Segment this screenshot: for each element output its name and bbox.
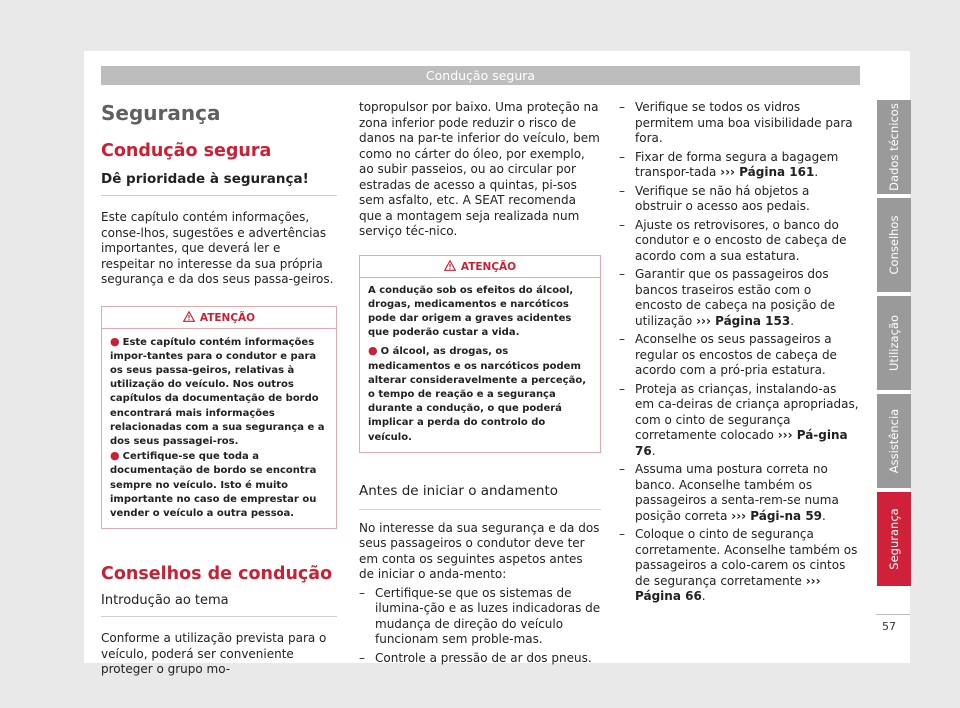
warning-box [101,306,337,530]
warning-body [102,329,336,529]
tab-dados-tecnicos[interactable]: Dados técnicos [877,100,911,194]
tab-utilizacao[interactable]: Utilização [877,296,911,390]
list-item: – Assuma uma postura correta no banco. Aconselhe também os passageiros a senta-rem-se numa posição correta ››› Pági-na 59. [619,462,839,523]
list-item: – Aconselhe os seus passageiros a regular os encostos de cabeça de acordo com a pró-pria estatura. [619,332,837,377]
page-reference-link[interactable]: ››› Página 153 [696,313,791,328]
checklist [359,586,601,667]
warning-title: ATENÇÃO [199,311,256,324]
list-item: – Controle a pressão de ar dos pneus. [359,650,592,665]
continued-paragraph: topropulsor por baixo. Uma proteção na zona inferior pode reduzir o risco de danos na par-te inferior do veículo, bem como no cárter do óleo, por exemplo, ao subir passeios, ou ao circular por estradas de acesso a quintas, pi-sos sem asfalto, etc. A SEAT recomenda que a montagem seja realizada num serviço téc-nico. [359,100,600,238]
divider [101,195,337,196]
list-item: – Coloque o cinto de segurança corretamente. Aconselhe também os passageiros a colo-carem os cintos de segurança corretamente ››› Página 66. [619,527,858,603]
warning-item: ● O álcool, as drogas, os medicamentos e os narcóticos podem alterar consideravelmente a perceção, o tempo de reação e a segurança durante a condução, o que poderá implicar a perda do controlo do veículo. [368,344,586,443]
list-item: – Garantir que os passageiros dos bancos traseiros estão com o encosto de cabeça na posição de utilização ››› Página 153. [619,267,835,328]
tab-conselhos[interactable]: Conselhos [877,198,911,292]
section-heading: Antes de iniciar o andamento [359,482,559,499]
warning-header [102,307,336,329]
warning-box [359,255,601,453]
warning-lead: A condução sob os efeitos do álcool, drogas, medicamentos e narcóticos pode dar origem a graves acidentes que poderão custar a vida. [368,284,574,339]
intro-paragraph: Este capítulo contém informações, conse-lhos, sugestões e advertências importantes, que deverá ler e respeitar no interesse da sua própria segurança e da dos seus passa-geiros. [101,210,334,286]
page-reference-link[interactable]: ››› Pá-gina 76 [635,428,848,458]
chapter-title: Segurança [101,101,221,125]
list-item: – Fixar de forma segura a bagagem transpor-tada ››› Página 161. [619,149,839,179]
bullet-icon: ● [368,344,378,358]
section-subheading: Introdução ao tema [101,593,229,609]
warning-triangle-icon [183,311,195,322]
page-reference-link[interactable]: ››› Página 161 [720,165,815,179]
bullet-icon: ● [110,449,120,463]
divider [359,509,601,510]
list-item: – Certifique-se que os sistemas de ilumina-ção e as luzes indicadoras de mudança de direção do veículo funcionam sem proble-mas. [359,585,601,647]
list-item: – Verifique se todos os vidros permitem uma boa visibilidade para fora. [619,100,853,145]
list-item: – Proteja as crianças, instalando-as em ca-deiras de criança apropriadas, com o cinto de segurança corretamente colocado ››› Pá-gina 76. [619,381,859,458]
column-1 [101,100,337,678]
section-paragraph: No interesse da sua segurança e da dos seus passageiros o condutor deve ter em conta os seguintes aspetos antes de iniciar o anda-mento: [359,520,600,582]
section-antes [359,483,601,667]
column-2 [359,100,601,669]
divider [101,616,337,617]
bullet-icon: ● [110,334,120,348]
tab-seguranca[interactable]: Segurança [877,492,911,586]
tab-assistencia[interactable]: Assistência [877,394,911,488]
checklist [619,100,859,605]
section-conselhos [101,563,337,678]
subsection-title: Dê prioridade à segurança! [101,171,309,187]
section-heading: Conselhos de condução [101,564,333,585]
warning-triangle-icon [444,260,456,271]
warning-header [360,256,600,278]
list-item: – Ajuste os retrovisores, o banco do condutor e o encosto de cabeça de acordo com a sua estatura. [619,217,847,263]
list-item: – Verifique se não há objetos a obstruir o acesso aos pedais. [619,183,810,213]
page-reference-link[interactable]: ››› Página 66 [635,573,821,603]
section-title: Condução segura [101,141,272,161]
warning-item: ● Este capítulo contém informações impor-tantes para o condutor e para os seus passa-geiros, relativas à utilização do veículo. Nos outros capítulos da documentação de bordo encontrará mais informações relacionadas com a sua segurança e a dos seus passagei-ros. [110,334,325,447]
column-3 [619,100,859,608]
page-reference-link[interactable]: ››› Pági-na 59 [731,508,823,523]
warning-body [360,278,600,452]
section-paragraph: Conforme a utilização prevista para o veículo, poderá ser conveniente proteger o grupo mo- [101,631,327,677]
warning-title: ATENÇÃO [460,260,517,273]
running-header: Condução segura [101,66,860,85]
divider [876,614,910,615]
warning-item: ● Certifique-se que toda a documentação de bordo se encontra sempre no veículo. Isto é muito importante no caso de emprestar ou vender o veículo a outra pessoa. [110,449,317,519]
page-number: 57 [882,620,896,633]
